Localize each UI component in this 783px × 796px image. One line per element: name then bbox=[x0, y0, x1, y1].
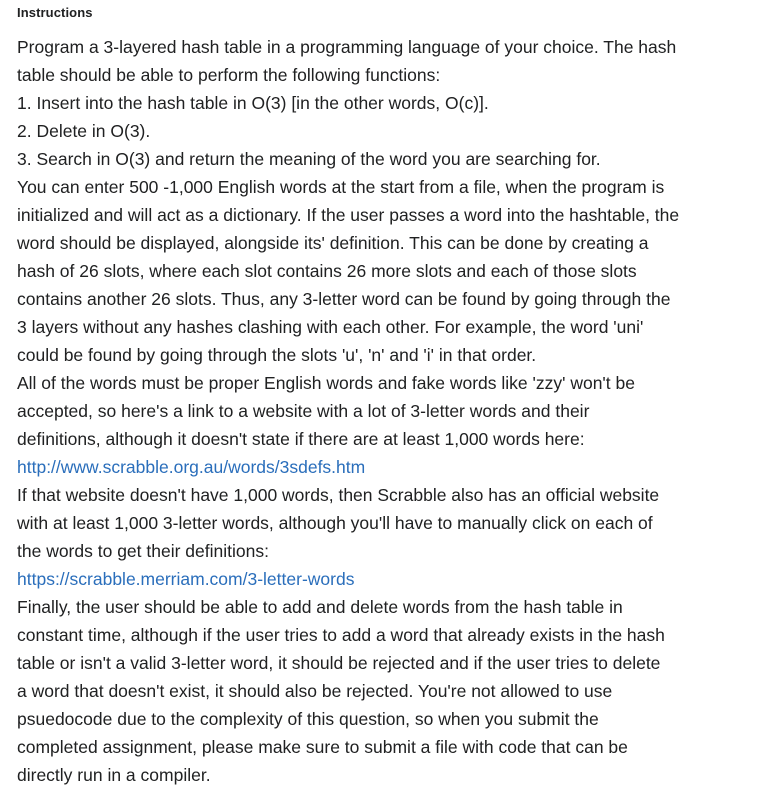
instructions-body bbox=[17, 33, 747, 789]
list-item-search: 3. Search in O(3) and return the meaning of the word you are searching for. bbox=[17, 149, 601, 169]
text-line: hash of 26 slots, where each slot contains 26 more slots and each of those slots bbox=[17, 261, 637, 281]
text-line: accepted, so here's a link to a website with a lot of 3-letter words and their bbox=[17, 401, 590, 421]
text-line: contains another 26 slots. Thus, any 3-letter word can be found by going through the bbox=[17, 289, 671, 309]
merriam-scrabble-link[interactable]: https://scrabble.merriam.com/3-letter-words bbox=[17, 569, 355, 589]
scrabble-org-link[interactable]: http://www.scrabble.org.au/words/3sdefs.htm bbox=[17, 457, 366, 477]
text-line: 3 layers without any hashes clashing with each other. For example, the word 'uni' bbox=[17, 317, 644, 337]
text-line: could be found by going through the slots 'u', 'n' and 'i' in that order. bbox=[17, 345, 537, 365]
text-line: the words to get their definitions: bbox=[17, 541, 269, 561]
text-line: If that website doesn't have 1,000 words, then Scrabble also has an official website bbox=[17, 485, 660, 505]
text-line: table should be able to perform the following functions: bbox=[17, 65, 441, 85]
text-line: table or isn't a valid 3-letter word, it should be rejected and if the user tries to delete bbox=[17, 653, 661, 673]
list-item-delete: 2. Delete in O(3). bbox=[17, 121, 151, 141]
text-line: completed assignment, please make sure to submit a file with code that can be bbox=[17, 737, 628, 757]
text-line: word should be displayed, alongside its' definition. This can be done by creating a bbox=[17, 233, 649, 253]
text-line: directly run in a compiler. bbox=[17, 765, 211, 785]
text-line: Program a 3-layered hash table in a programming language of your choice. The hash bbox=[17, 37, 677, 57]
text-line: a word that doesn't exist, it should also be rejected. You're not allowed to use bbox=[17, 681, 613, 701]
list-item-insert: 1. Insert into the hash table in O(3) [in the other words, O(c)]. bbox=[17, 93, 489, 113]
text-line: Finally, the user should be able to add and delete words from the hash table in bbox=[17, 597, 623, 617]
instructions-heading: Instructions bbox=[17, 5, 93, 20]
text-line: with at least 1,000 3-letter words, although you'll have to manually click on each of bbox=[17, 513, 653, 533]
text-line: psuedocode due to the complexity of this question, so when you submit the bbox=[17, 709, 599, 729]
text-line: You can enter 500 -1,000 English words at the start from a file, when the program is bbox=[17, 177, 665, 197]
text-line: definitions, although it doesn't state if there are at least 1,000 words here: bbox=[17, 429, 585, 449]
text-line: All of the words must be proper English words and fake words like 'zzy' won't be bbox=[17, 373, 635, 393]
text-line: initialized and will act as a dictionary. If the user passes a word into the hashtable, the bbox=[17, 205, 680, 225]
text-line: constant time, although if the user tries to add a word that already exists in the hash bbox=[17, 625, 665, 645]
